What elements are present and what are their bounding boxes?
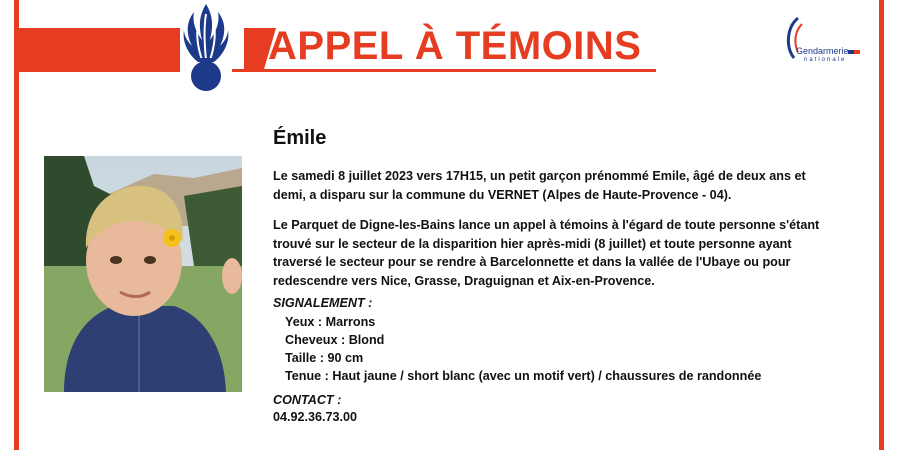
gendarmerie-nationale-logo: Gendarmerie nationale (784, 14, 866, 74)
page-title: APPEL À TÉMOINS (268, 24, 642, 68)
signalement-height: Taille : 90 cm (285, 351, 364, 365)
contact-phone: 04.92.36.73.00 (273, 410, 358, 424)
signalement-label: SIGNALEMENT : (273, 296, 373, 310)
contact-label: CONTACT : (273, 393, 342, 407)
appeal-paragraph: Le Parquet de Digne-les-Bains lance un appel à témoins à l'égard de toute personne s'étant trouvé sur le secteur de la disparition hier après-midi (8 juillet) et toute personne ayant traversé le secteur pour se rendre à Barcelonnette et dans la vallée de l'Ubaye ou pour redescendre vers Nice, Grasse, Draguignan et Aix-en-Provence. (273, 218, 820, 288)
signalement-eyes: Yeux : Marrons (285, 315, 376, 329)
signalement-list (285, 313, 761, 385)
child-photo (44, 156, 242, 392)
signalement-hair: Cheveux : Blond (285, 333, 385, 347)
gendarmerie-grenade-flame-icon (176, 0, 236, 96)
header-red-band (14, 28, 186, 72)
disappearance-paragraph: Le samedi 8 juillet 2023 vers 17H15, un petit garçon prénommé Emile, âgé de deux ans et demi, a disparu sur la commune du VERNET (Alpes de Haute-Provence - 04). (273, 169, 806, 202)
person-name: Émile (273, 127, 327, 149)
signalement-outfit: Tenue : Haut jaune / short blanc (avec un motif vert) / chaussures de randonnée (285, 369, 762, 383)
header-underline (186, 69, 656, 72)
